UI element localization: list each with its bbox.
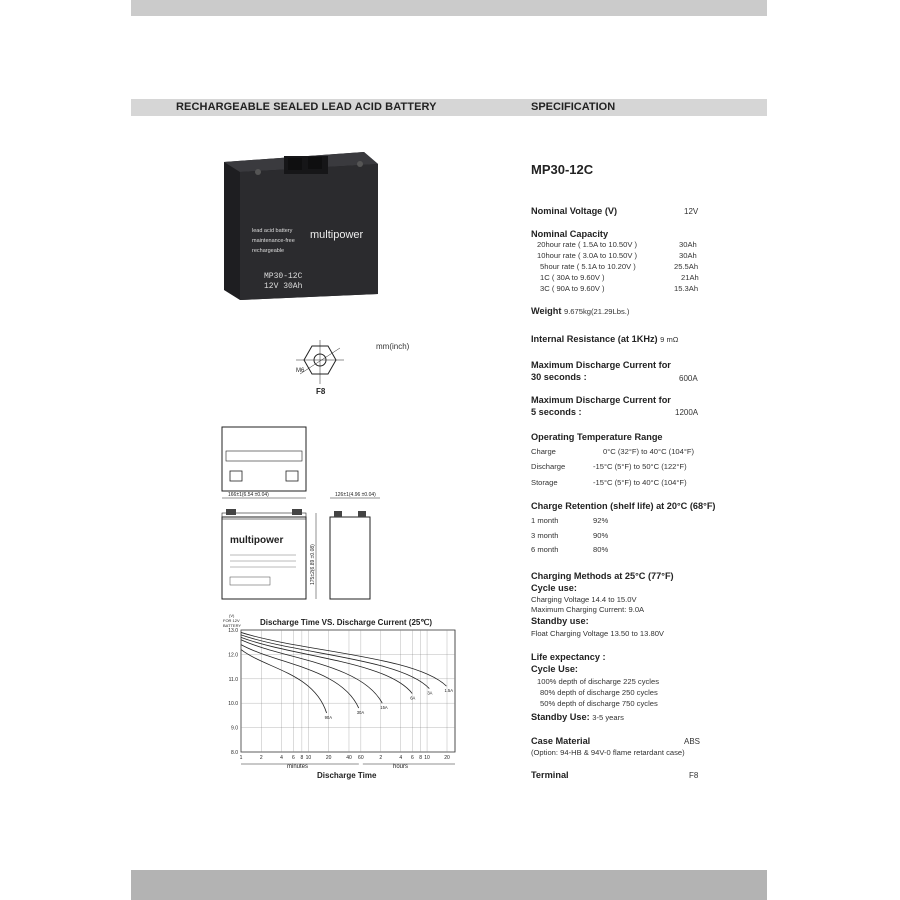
life-expectancy-label: Life expectancy : <box>531 652 606 662</box>
chart-title: Discharge Time VS. Discharge Current (25℃) <box>260 618 433 627</box>
retention-row-name: 3 month <box>531 531 559 540</box>
chart-x-tick: 1 <box>239 755 243 761</box>
terminal-label: Terminal <box>531 770 569 780</box>
chart-y-tick: 8.0 <box>231 750 238 756</box>
front-brand: multipower <box>230 535 284 546</box>
chart-x-tick: 10 <box>305 755 312 761</box>
chart-series-label: 3A <box>427 690 433 696</box>
chart-x-tick: 60 <box>358 755 364 761</box>
max-discharge-30-value: 600A <box>679 374 698 383</box>
capacity-row-value: 21Ah <box>681 273 699 282</box>
chart-series-line <box>241 650 327 713</box>
operating-temp-label: Operating Temperature Range <box>531 432 663 442</box>
height-dimension: 175±2(6.89 ±0.08) <box>310 544 316 585</box>
max-discharge-30-label2: 30 seconds : <box>531 372 587 382</box>
chart-xsection-hours: hours <box>393 764 409 770</box>
chart-x-tick: 2 <box>259 755 263 761</box>
capacity-row-name: 1C ( 30A to 9.60V ) <box>540 273 605 282</box>
internal-resistance-label: Internal Resistance (at 1KHz) <box>531 334 658 344</box>
battery-line3: rechargeable <box>252 248 285 254</box>
terminal-value: F8 <box>689 771 699 780</box>
chart-y-tick: 13.0 <box>228 628 238 634</box>
temp-row-name: Charge <box>531 447 556 456</box>
max-discharge-5-label1: Maximum Discharge Current for <box>531 395 671 405</box>
capacity-row-value: 25.5Ah <box>674 262 699 271</box>
chart-x-tick: 20 <box>444 755 450 761</box>
chart-ylabel-line1: FOR 12V <box>223 618 240 623</box>
chart-y-tick: 11.0 <box>228 676 238 683</box>
product-type-title: RECHARGEABLE SEALED LEAD ACID BATTERY <box>176 101 437 113</box>
battery-line1: lead acid battery <box>252 228 293 234</box>
chart-series-label: 6A <box>410 695 416 701</box>
chart-frame <box>241 630 455 752</box>
battery-rating: 12V 30Ah <box>264 282 303 291</box>
chart-y-tick: 9.0 <box>231 725 238 732</box>
units-label: mm(inch) <box>376 342 410 351</box>
chart-series-line <box>241 632 446 686</box>
chart-x-tick: 4 <box>280 755 283 761</box>
chart-ylabel-top: (V) <box>229 613 235 618</box>
retention-row-value: 92% <box>593 516 609 525</box>
case-material-note: (Option: 94-HB & 94V-0 flame retardant case) <box>531 748 685 757</box>
chart-x-tick: 20 <box>325 755 332 761</box>
nominal-capacity-label: Nominal Capacity <box>531 229 609 239</box>
battery-model: MP30-12C <box>264 272 303 281</box>
life-standby-label: Standby Use: <box>531 712 590 722</box>
weight-label: Weight <box>531 306 562 316</box>
capacity-row-name: 5hour rate ( 5.1A to 10.20V ) <box>540 262 636 271</box>
case-material-label: Case Material <box>531 736 591 746</box>
chart-x-tick: 40 <box>346 755 352 761</box>
chart-x-tick: 10 <box>424 755 430 761</box>
chart-y-tick: 12.0 <box>228 652 238 659</box>
life-line: 50% depth of discharge 750 cycles <box>540 699 658 708</box>
temp-row-value: 0°C (32°F) to 40°C (104°F) <box>603 447 695 456</box>
chart-x-tick: 4 <box>399 755 403 761</box>
temp-row-name: Discharge <box>531 462 566 471</box>
retention-row-value: 90% <box>593 531 609 540</box>
capacity-row-value: 30Ah <box>679 240 697 249</box>
bottom-bar <box>131 870 767 900</box>
chart-series-line <box>241 645 359 708</box>
chart-series-line <box>241 635 429 689</box>
retention-row-value: 80% <box>593 545 609 554</box>
charging-cycle-line: Maximum Charging Current: 9.0A <box>531 605 645 614</box>
max-discharge-5-label2: 5 seconds : <box>531 407 582 417</box>
capacity-row-name: 10hour rate ( 3.0A to 10.50V ) <box>537 251 638 260</box>
battery-line2: maintenance-free <box>252 238 295 244</box>
chart-x-tick: 6 <box>410 755 414 761</box>
temp-row-name: Storage <box>531 478 558 487</box>
spec-model: MP30-12C <box>531 162 594 177</box>
life-line: 80% depth of discharge 250 cycles <box>540 688 658 697</box>
f8-dim-label: M6 <box>296 368 305 374</box>
discharge-chart <box>215 610 460 785</box>
top-bar <box>131 0 767 16</box>
chart-series-line <box>241 640 382 703</box>
retention-row-name: 6 month <box>531 545 559 554</box>
chart-x-tick: 6 <box>292 755 295 761</box>
dimension-drawing <box>200 425 376 605</box>
capacity-row-value: 30Ah <box>679 251 697 260</box>
max-discharge-5-value: 1200A <box>675 408 699 417</box>
charging-methods-label: Charging Methods at 25°C (77°F) <box>531 571 674 581</box>
capacity-row-value: 15.3Ah <box>674 284 699 293</box>
retention-row-name: 1 month <box>531 516 559 525</box>
life-standby-value: 3-5 years <box>592 713 624 722</box>
temp-row-value: -15°C (5°F) to 50°C (122°F) <box>593 462 687 471</box>
chart-ylabel-line2: BATTERY <box>223 623 242 628</box>
max-discharge-30-label1: Maximum Discharge Current for <box>531 360 671 370</box>
chart-series-label: 90A <box>324 714 333 720</box>
chart-series-label: 30A <box>356 710 365 716</box>
case-material-value: ABS <box>684 737 701 746</box>
chart-xsection-minutes: minutes <box>287 764 309 770</box>
chart-series-label: 15A <box>380 705 388 711</box>
charging-cycle-label: Cycle use: <box>531 583 577 593</box>
chart-x-tick: 8 <box>300 755 304 761</box>
weight-value: 9.675kg(21.29Lbs.) <box>563 307 630 316</box>
f8-label: F8 <box>316 387 326 396</box>
capacity-row-name: 20hour rate ( 1.5A to 10.50V ) <box>537 240 638 249</box>
width-dimension: 166±1(6.54 ±0.04) <box>228 492 269 498</box>
charging-cycle-line: Charging Voltage 14.4 to 15.0V <box>531 595 637 604</box>
temp-row-value: -15°C (5°F) to 40°C (104°F) <box>593 478 687 487</box>
specification-title: SPECIFICATION <box>531 101 616 113</box>
nominal-voltage-value: 12V <box>684 207 699 216</box>
charging-standby-label: Standby use: <box>531 616 589 626</box>
battery-brand: multipower <box>310 229 364 241</box>
chart-series-line <box>241 637 412 693</box>
charging-standby-line: Float Charging Voltage 13.50 to 13.80V <box>531 629 664 638</box>
chart-x-tick: 8 <box>419 755 423 761</box>
depth-dimension: 126±1(4.96 ±0.04) <box>335 492 376 498</box>
chart-series-label: 1.5A <box>444 688 454 694</box>
nominal-voltage-label: Nominal Voltage (V) <box>531 206 618 216</box>
life-cycle-label: Cycle Use: <box>531 664 578 674</box>
life-line: 100% depth of discharge 225 cycles <box>537 677 660 686</box>
section-header <box>131 99 767 116</box>
charge-retention-label: Charge Retention (shelf life) at 20°C (68°F) <box>531 501 716 511</box>
chart-x-tick: 2 <box>379 755 383 761</box>
chart-y-tick: 10.0 <box>228 701 238 708</box>
internal-resistance-value: 9 mΩ <box>660 335 679 344</box>
f8-terminal-drawing <box>292 338 352 398</box>
chart-xlabel: Discharge Time <box>317 771 377 780</box>
capacity-row-name: 3C ( 90A to 9.60V ) <box>540 284 605 293</box>
battery-image <box>222 150 380 300</box>
